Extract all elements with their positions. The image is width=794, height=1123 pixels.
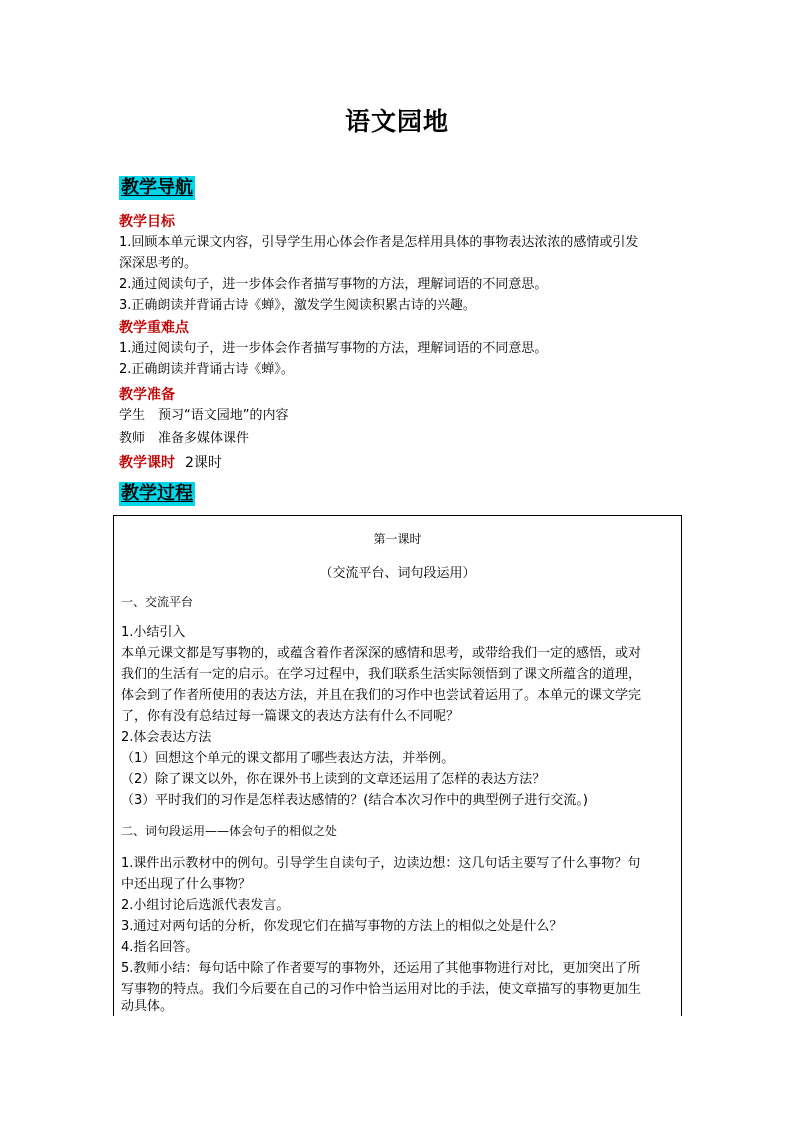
paragraph-line: 5.教师小结：每句话中除了作者要写的事物外，还运用了其他事物进行对比，更加突出了所 bbox=[121, 961, 641, 976]
list-item: （2）除了课文以外，你在课外书上读到的文章还运用了怎样的表达方法？ bbox=[121, 772, 546, 787]
paragraph-line: 写事物的特点。我们今后要在自己的习作中恰当运用对比的手法，使文章描写的事物更加生 bbox=[121, 982, 642, 997]
goal-line: 2.通过阅读句子，进一步体会作者描写事物的方法，理解词语的不同意思。 bbox=[119, 277, 548, 292]
list-item: （1）回想这个单元的课文都用了哪些表达方法，并举例。 bbox=[121, 751, 455, 766]
part2-heading: 二、词句段运用——体会句子的相似之处 bbox=[121, 824, 338, 838]
section-heading-process: 教学过程 bbox=[121, 483, 193, 504]
hours-row bbox=[119, 452, 222, 472]
key-point-line: 1.通过阅读句子，进一步体会作者描写事物的方法，理解词语的不同意思。 bbox=[119, 341, 548, 356]
goal-line: 深深思考的。 bbox=[119, 256, 198, 271]
key-points-heading: 教学重难点 bbox=[119, 320, 189, 336]
goal-line: 1.回顾本单元课文内容，引导学生用心体会作者是怎样用具体的事物表达浓浓的感情或引发 bbox=[119, 235, 639, 250]
prep-heading: 教学准备 bbox=[119, 387, 175, 403]
hours-heading: 教学课时 bbox=[119, 455, 175, 471]
page-title: 语文园地 bbox=[344, 107, 449, 136]
paragraph-line: 本单元课文都是写事物的，或蕴含着作者深深的感情和思考，或带给我们一定的感悟，或对 bbox=[121, 646, 642, 661]
part1-sub1: 1.小结引入 bbox=[121, 625, 186, 640]
paragraph-line: 体会到了作者所使用的表达方法，并且在我们的习作中也尝试着运用了。本单元的课文学完 bbox=[121, 688, 642, 703]
goal-line: 3.正确朗读并背诵古诗《蝉》，激发学生阅读积累古诗的兴趣。 bbox=[119, 298, 476, 313]
paragraph-line: 我们的生活有一定的启示。在学习过程中，我们联系生活实际领悟到了课文所蕴含的道理， bbox=[121, 667, 642, 682]
paragraph-line: 4.指名回答。 bbox=[121, 940, 199, 955]
lesson-table bbox=[113, 515, 682, 1016]
paragraph-line: 中还出现了什么事物？ bbox=[121, 877, 252, 892]
key-point-line: 2.正确朗读并背诵古诗《蝉》。 bbox=[119, 362, 294, 377]
part1-heading: 一、交流平台 bbox=[121, 595, 194, 609]
paragraph-line: 了，你有没有总结过每一篇课文的表达方法有什么不同呢？ bbox=[121, 709, 460, 724]
prep-line: 教师 准备多媒体课件 bbox=[119, 431, 250, 446]
lesson-title: 第一课时 bbox=[373, 532, 422, 546]
paragraph-line: 1.课件出示教材中的例句。引导学生自读句子，边读边想：这几句话主要写了什么事物？句 bbox=[121, 856, 641, 871]
part1-sub2: 2.体会表达方法 bbox=[121, 730, 212, 745]
list-item: （3）平时我们的习作是怎样表达感情的？(结合本次习作中的典型例子进行交流。) bbox=[121, 793, 588, 808]
paragraph-line: 2.小组讨论后选派代表发言。 bbox=[121, 898, 290, 913]
section-heading-nav: 教学导航 bbox=[121, 177, 193, 198]
paragraph-line: 3.通过对两句话的分析，你发现它们在描写事物的方法上的相似之处是什么？ bbox=[121, 919, 563, 934]
goals-heading: 教学目标 bbox=[119, 214, 175, 230]
paragraph-line: 动具体。 bbox=[121, 999, 174, 1014]
lesson-subtitle: （交流平台、词句段运用） bbox=[319, 566, 476, 581]
hours-value: 2课时 bbox=[185, 455, 222, 471]
prep-line: 学生 预习“语文园地”的内容 bbox=[119, 408, 289, 423]
